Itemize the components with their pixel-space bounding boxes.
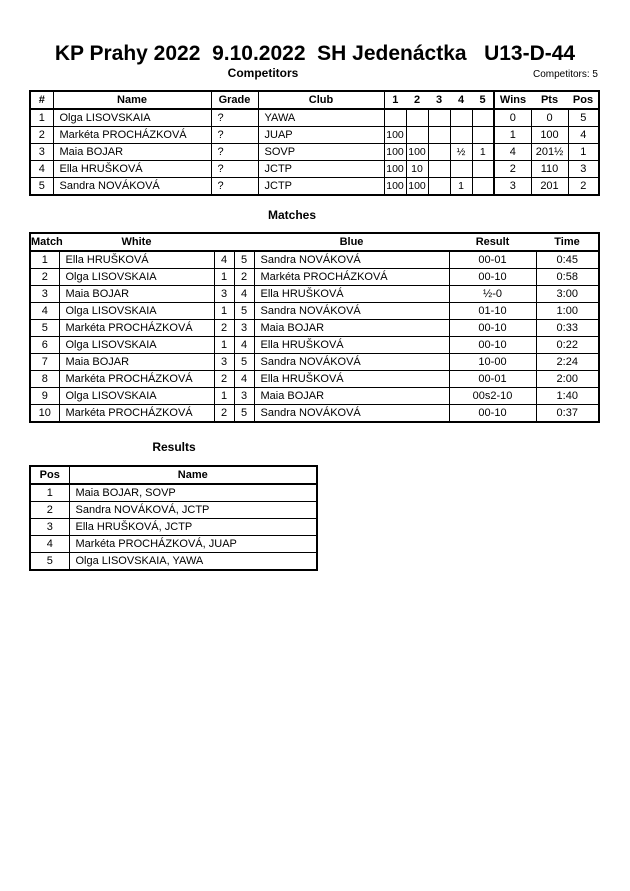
cell-competitor-name: Markéta PROCHÁZKOVÁ <box>53 127 211 144</box>
cell-round-score: 100 <box>384 178 406 196</box>
cell-pts: 201½ <box>531 144 568 161</box>
cell-result: 00-01 <box>449 371 536 388</box>
cell-time: 0:37 <box>536 405 599 423</box>
competitors-table-body <box>30 109 599 195</box>
cell-grade: ? <box>211 161 258 178</box>
matches-table-header <box>30 233 599 251</box>
cell-result: 00-01 <box>449 251 536 269</box>
competitors-header-cell: # <box>30 91 53 109</box>
match-row <box>30 303 599 320</box>
competitors-header-cell: Pts <box>531 91 568 109</box>
matches-header-match: Match <box>30 233 59 251</box>
competitor-row <box>30 109 599 127</box>
cell-round-score <box>472 161 494 178</box>
cell-grade: ? <box>211 144 258 161</box>
cell-round-score <box>428 161 450 178</box>
cell-result-name: Maia BOJAR, SOVP <box>69 484 317 502</box>
cell-match-number: 7 <box>30 354 59 371</box>
competitors-section-heading: Competitors <box>227 66 299 80</box>
cell-match-number: 4 <box>30 303 59 320</box>
cell-round-score: 100 <box>406 144 428 161</box>
cell-competitor-number: 1 <box>30 109 53 127</box>
cell-result: 00-10 <box>449 320 536 337</box>
cell-white-name: Olga LISOVSKAIA <box>59 269 214 286</box>
match-row <box>30 320 599 337</box>
matches-header-blue: Blue <box>254 233 449 251</box>
cell-result: 00s2-10 <box>449 388 536 405</box>
cell-competitor-name: Ella HRUŠKOVÁ <box>53 161 211 178</box>
cell-result-pos: 2 <box>30 502 69 519</box>
competitors-header-cell: Name <box>53 91 211 109</box>
cell-grade: ? <box>211 178 258 196</box>
cell-white-number: 4 <box>214 251 234 269</box>
cell-blue-name: Maia BOJAR <box>254 320 449 337</box>
result-row <box>30 519 317 536</box>
match-row <box>30 371 599 388</box>
cell-round-score <box>450 127 472 144</box>
competitors-header-row <box>30 91 599 109</box>
matches-table-body <box>30 251 599 422</box>
cell-round-score <box>472 109 494 127</box>
matches-header-spacer <box>214 233 254 251</box>
cell-pts: 100 <box>531 127 568 144</box>
cell-result: 00-10 <box>449 405 536 423</box>
results-header-name: Name <box>69 466 317 484</box>
cell-result-pos: 1 <box>30 484 69 502</box>
cell-time: 1:00 <box>536 303 599 320</box>
cell-round-score <box>472 127 494 144</box>
cell-time: 1:40 <box>536 388 599 405</box>
cell-wins: 1 <box>494 127 531 144</box>
cell-round-score <box>428 127 450 144</box>
cell-result-name: Markéta PROCHÁZKOVÁ, JUAP <box>69 536 317 553</box>
cell-white-name: Olga LISOVSKAIA <box>59 337 214 354</box>
cell-pos: 1 <box>568 144 599 161</box>
cell-pts: 110 <box>531 161 568 178</box>
cell-white-number: 2 <box>214 405 234 423</box>
cell-round-score <box>428 178 450 196</box>
cell-time: 0:33 <box>536 320 599 337</box>
cell-match-number: 10 <box>30 405 59 423</box>
result-row <box>30 536 317 553</box>
cell-wins: 4 <box>494 144 531 161</box>
result-row <box>30 502 317 519</box>
cell-white-number: 1 <box>214 303 234 320</box>
competitors-header-cell: 5 <box>472 91 494 109</box>
competitors-header-cell: 2 <box>406 91 428 109</box>
cell-white-number: 3 <box>214 286 234 303</box>
cell-result: 01-10 <box>449 303 536 320</box>
cell-result-pos: 5 <box>30 553 69 571</box>
cell-blue-name: Ella HRUŠKOVÁ <box>254 286 449 303</box>
cell-result-name: Sandra NOVÁKOVÁ, JCTP <box>69 502 317 519</box>
cell-white-name: Markéta PROCHÁZKOVÁ <box>59 320 214 337</box>
match-row <box>30 337 599 354</box>
cell-white-number: 2 <box>214 371 234 388</box>
competitors-header-cell: Club <box>258 91 384 109</box>
matches-header-white: White <box>59 233 214 251</box>
cell-result: 10-00 <box>449 354 536 371</box>
cell-white-number: 2 <box>214 320 234 337</box>
cell-round-score <box>384 109 406 127</box>
cell-white-name: Maia BOJAR <box>59 354 214 371</box>
cell-pos: 2 <box>568 178 599 196</box>
cell-round-score <box>450 109 472 127</box>
cell-white-name: Olga LISOVSKAIA <box>59 388 214 405</box>
matches-section-heading: Matches <box>267 208 317 222</box>
cell-blue-name: Sandra NOVÁKOVÁ <box>254 405 449 423</box>
cell-round-score <box>406 109 428 127</box>
cell-round-score: 100 <box>384 127 406 144</box>
result-row <box>30 484 317 502</box>
competitors-count-label: Competitors: 5 <box>532 69 598 80</box>
cell-blue-name: Sandra NOVÁKOVÁ <box>254 303 449 320</box>
cell-competitor-name: Maia BOJAR <box>53 144 211 161</box>
cell-white-number: 1 <box>214 337 234 354</box>
cell-white-number: 1 <box>214 388 234 405</box>
cell-time: 0:45 <box>536 251 599 269</box>
cell-club: JCTP <box>258 178 384 196</box>
competitors-header-cell: 4 <box>450 91 472 109</box>
cell-time: 2:24 <box>536 354 599 371</box>
match-row <box>30 388 599 405</box>
results-table-header <box>30 466 317 484</box>
cell-white-name: Ella HRUŠKOVÁ <box>59 251 214 269</box>
cell-result-name: Ella HRUŠKOVÁ, JCTP <box>69 519 317 536</box>
cell-competitor-number: 2 <box>30 127 53 144</box>
cell-time: 0:58 <box>536 269 599 286</box>
cell-blue-number: 5 <box>234 405 254 423</box>
cell-grade: ? <box>211 127 258 144</box>
cell-pos: 3 <box>568 161 599 178</box>
competitors-header-cell: 3 <box>428 91 450 109</box>
cell-blue-number: 3 <box>234 388 254 405</box>
cell-blue-number: 2 <box>234 269 254 286</box>
match-row <box>30 251 599 269</box>
cell-round-score: 1 <box>450 178 472 196</box>
cell-match-number: 5 <box>30 320 59 337</box>
competitors-header-cell: 1 <box>384 91 406 109</box>
cell-wins: 3 <box>494 178 531 196</box>
cell-result: ½-0 <box>449 286 536 303</box>
cell-competitor-number: 3 <box>30 144 53 161</box>
matches-header-result: Result <box>449 233 536 251</box>
cell-round-score: 100 <box>384 161 406 178</box>
cell-blue-name: Sandra NOVÁKOVÁ <box>254 354 449 371</box>
competitors-table-header <box>30 91 599 109</box>
cell-club: YAWA <box>258 109 384 127</box>
cell-result-pos: 4 <box>30 536 69 553</box>
cell-grade: ? <box>211 109 258 127</box>
cell-white-name: Markéta PROCHÁZKOVÁ <box>59 371 214 388</box>
cell-club: JCTP <box>258 161 384 178</box>
result-row <box>30 553 317 571</box>
competitor-row <box>30 144 599 161</box>
cell-round-score <box>428 109 450 127</box>
cell-club: JUAP <box>258 127 384 144</box>
matches-header-time: Time <box>536 233 599 251</box>
cell-pts: 0 <box>531 109 568 127</box>
cell-blue-number: 5 <box>234 251 254 269</box>
cell-blue-number: 5 <box>234 354 254 371</box>
cell-round-score: ½ <box>450 144 472 161</box>
cell-blue-number: 3 <box>234 320 254 337</box>
cell-time: 2:00 <box>536 371 599 388</box>
match-row <box>30 354 599 371</box>
competitors-header-cell: Wins <box>494 91 531 109</box>
cell-competitor-number: 4 <box>30 161 53 178</box>
competitor-row <box>30 127 599 144</box>
cell-pts: 201 <box>531 178 568 196</box>
results-table <box>29 465 318 571</box>
results-header-row <box>30 466 317 484</box>
cell-result: 00-10 <box>449 337 536 354</box>
cell-wins: 2 <box>494 161 531 178</box>
cell-competitor-name: Olga LISOVSKAIA <box>53 109 211 127</box>
competitors-header-cell: Pos <box>568 91 599 109</box>
cell-round-score <box>450 161 472 178</box>
results-header-pos: Pos <box>30 466 69 484</box>
cell-blue-name: Ella HRUŠKOVÁ <box>254 337 449 354</box>
cell-pos: 5 <box>568 109 599 127</box>
cell-result: 00-10 <box>449 269 536 286</box>
cell-white-name: Markéta PROCHÁZKOVÁ <box>59 405 214 423</box>
cell-blue-number: 4 <box>234 371 254 388</box>
cell-white-name: Maia BOJAR <box>59 286 214 303</box>
cell-blue-number: 4 <box>234 337 254 354</box>
match-row <box>30 269 599 286</box>
results-table-body <box>30 484 317 570</box>
cell-round-score: 100 <box>384 144 406 161</box>
cell-blue-name: Markéta PROCHÁZKOVÁ <box>254 269 449 286</box>
cell-blue-name: Ella HRUŠKOVÁ <box>254 371 449 388</box>
cell-blue-name: Maia BOJAR <box>254 388 449 405</box>
cell-white-number: 1 <box>214 269 234 286</box>
cell-round-score <box>472 178 494 196</box>
cell-match-number: 9 <box>30 388 59 405</box>
cell-competitor-number: 5 <box>30 178 53 196</box>
cell-match-number: 6 <box>30 337 59 354</box>
cell-result-name: Olga LISOVSKAIA, YAWA <box>69 553 317 571</box>
matches-header-row <box>30 233 599 251</box>
competitor-row <box>30 178 599 196</box>
cell-match-number: 1 <box>30 251 59 269</box>
cell-round-score: 1 <box>472 144 494 161</box>
competitors-header-cell: Grade <box>211 91 258 109</box>
cell-round-score <box>406 127 428 144</box>
cell-round-score <box>428 144 450 161</box>
cell-competitor-name: Sandra NOVÁKOVÁ <box>53 178 211 196</box>
match-row <box>30 405 599 423</box>
matches-table <box>29 232 600 423</box>
cell-white-name: Olga LISOVSKAIA <box>59 303 214 320</box>
match-row <box>30 286 599 303</box>
cell-match-number: 8 <box>30 371 59 388</box>
competitor-row <box>30 161 599 178</box>
cell-match-number: 3 <box>30 286 59 303</box>
cell-blue-name: Sandra NOVÁKOVÁ <box>254 251 449 269</box>
cell-round-score: 10 <box>406 161 428 178</box>
cell-match-number: 2 <box>30 269 59 286</box>
cell-time: 3:00 <box>536 286 599 303</box>
cell-pos: 4 <box>568 127 599 144</box>
cell-time: 0:22 <box>536 337 599 354</box>
results-section-heading: Results <box>152 440 196 454</box>
cell-round-score: 100 <box>406 178 428 196</box>
page-title: KP Prahy 2022 9.10.2022 SH Jedenáctka U13-D-44 <box>54 42 576 65</box>
cell-blue-number: 4 <box>234 286 254 303</box>
competitors-table <box>29 90 600 196</box>
cell-blue-number: 5 <box>234 303 254 320</box>
cell-club: SOVP <box>258 144 384 161</box>
cell-white-number: 3 <box>214 354 234 371</box>
cell-result-pos: 3 <box>30 519 69 536</box>
cell-wins: 0 <box>494 109 531 127</box>
